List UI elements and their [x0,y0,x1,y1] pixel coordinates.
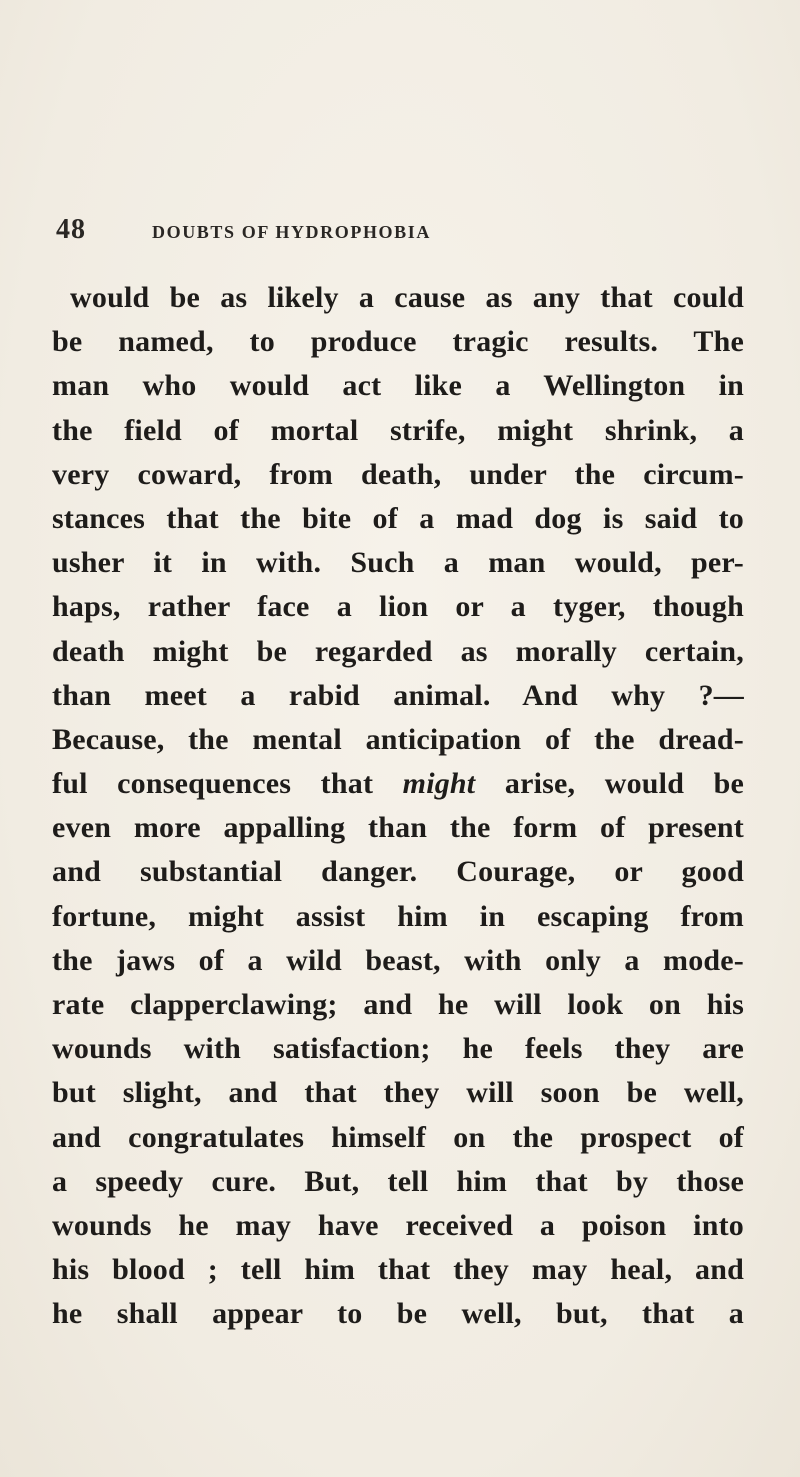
italic-word: might [402,767,476,801]
text-line: usher it in with. Such a man would, per- [52,546,744,580]
text-line: wounds he may have received a poison into [52,1208,744,1242]
text-line: man who would act like a Wellington in [52,369,744,403]
text-line: death might be regarded as morally certain, [52,634,744,668]
text-line: very coward, from death, under the circum- [52,457,744,491]
text-line: the field of mortal strife, might shrink, a [52,413,744,447]
text-line: wounds with satisfaction; he feels they are [52,1032,744,1066]
text-line: rate clapperclawing; and he will look on his [52,988,744,1021]
text-line: a speedy cure. But, tell him that by those [52,1164,744,1198]
text-line: than meet a rabid animal. And why ?— [52,678,744,712]
text-run: ful consequences that [52,767,403,801]
text-line: he shall appear to be well, but, that a [52,1297,744,1331]
text-line: would be as likely a cause as any that could [70,281,744,314]
text-line: his blood ; tell him that they may heal, and [52,1253,744,1287]
text-run: arise, would be [475,767,744,801]
text-line: fortune, might assist him in escaping from [52,899,744,933]
running-head [56,214,746,254]
text-line [52,762,744,806]
text-line: the jaws of a wild beast, with only a mode- [52,943,744,977]
text-line: and congratulates himself on the prospect of [52,1120,744,1154]
text-line: and substantial danger. Courage, or good [52,855,744,889]
text-line: but slight, and that they will soon be well, [52,1076,744,1110]
body-text [52,276,744,1337]
text-line: stances that the bite of a mad dog is said to [52,501,744,535]
text-line: even more appalling than the form of present [52,811,744,845]
page-number: 48 [56,214,86,245]
running-title: DOUBTS OF HYDROPHOBIA [152,222,431,242]
text-line: Because, the mental anticipation of the dread- [52,722,744,756]
text-line: be named, to produce tragic results. The [52,325,744,359]
text-line: haps, rather face a lion or a tyger, though [52,590,744,624]
